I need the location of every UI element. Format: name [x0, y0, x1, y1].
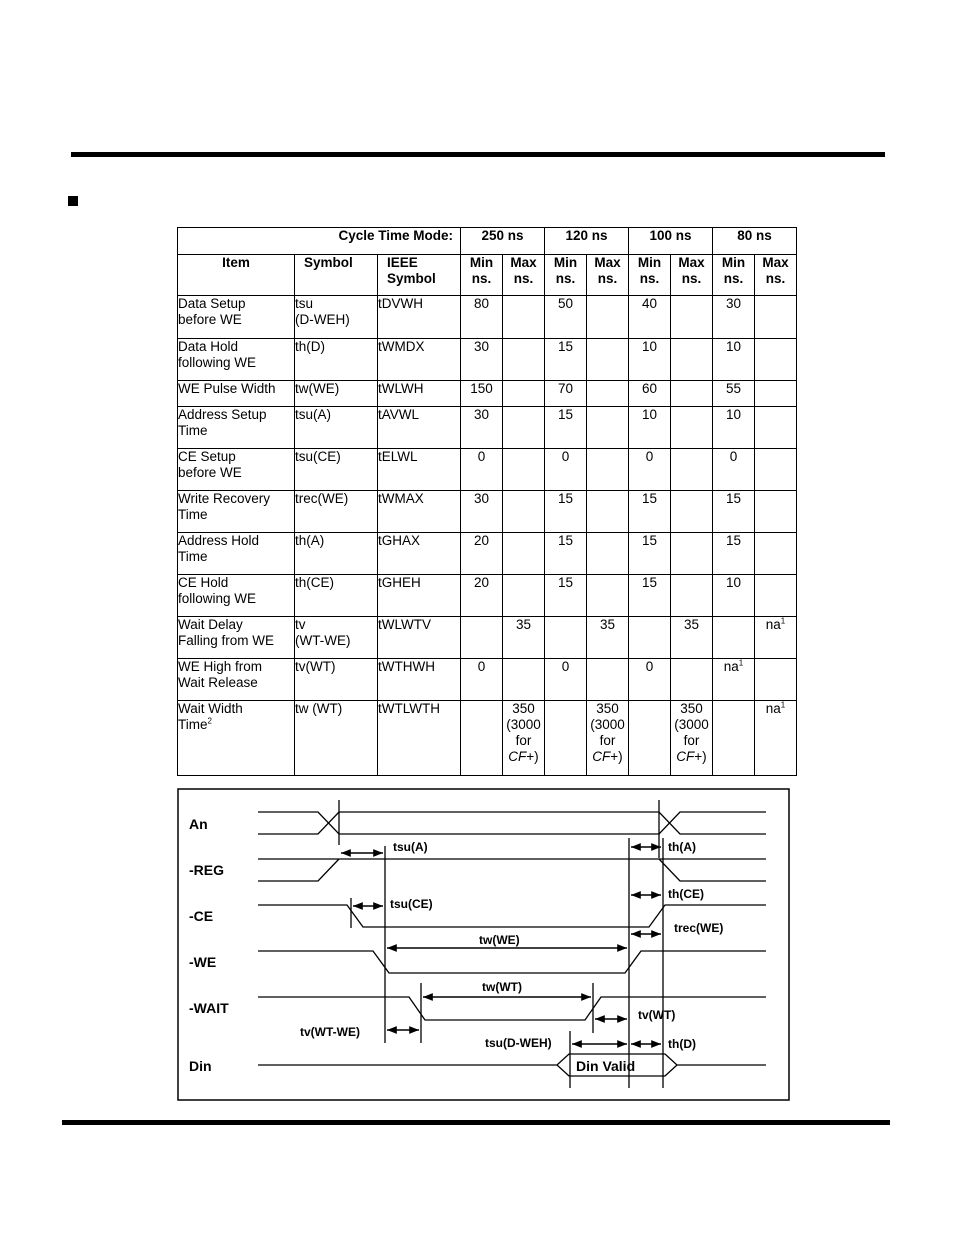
value-cell: 80 [461, 296, 503, 339]
table-row [178, 659, 797, 701]
value-cell: 15 [545, 339, 587, 381]
value-cell: 35 [587, 617, 629, 659]
max-header: Max ns. [671, 255, 713, 296]
value-cell [587, 407, 629, 449]
value-cell [503, 491, 545, 533]
value-cell: 350 (3000 for CF+) [503, 701, 545, 776]
ieee-cell: tELWL [378, 449, 461, 491]
value-cell: 15 [629, 533, 671, 575]
value-cell [755, 533, 797, 575]
waveform-reg [258, 859, 766, 881]
value-cell: 60 [629, 381, 671, 407]
item-cell: Write Recovery Time [178, 491, 295, 533]
ieee-cell: tWTLWTH [378, 701, 461, 776]
value-cell: 30 [461, 491, 503, 533]
value-cell: 30 [461, 407, 503, 449]
value-cell: $na^1$ [755, 701, 797, 776]
value-cell [587, 296, 629, 339]
item-cell: Address Hold Time [178, 533, 295, 575]
cycle-mode-row [178, 228, 797, 255]
value-cell: 15 [713, 533, 755, 575]
table-row [178, 339, 797, 381]
value-cell [755, 449, 797, 491]
table-row [178, 617, 797, 659]
label-tsu-a: tsu(A) [393, 840, 428, 854]
footer-rule [62, 1120, 890, 1125]
write-timing-diagram [177, 788, 790, 1101]
ieee-cell: tDVWH [378, 296, 461, 339]
value-cell: 0 [545, 449, 587, 491]
value-cell [671, 659, 713, 701]
symbol-cell: tsu(CE) [295, 449, 378, 491]
item-cell: Data Setup before WE [178, 296, 295, 339]
value-cell: 50 [545, 296, 587, 339]
table-row [178, 449, 797, 491]
mode-120: 120 ns [545, 228, 629, 255]
value-cell [629, 617, 671, 659]
symbol-cell: th(CE) [295, 575, 378, 617]
value-cell: 15 [629, 575, 671, 617]
item-cell: Wait Delay Falling from WE [178, 617, 295, 659]
value-cell [503, 407, 545, 449]
value-cell [503, 659, 545, 701]
value-cell [503, 296, 545, 339]
value-cell: 10 [713, 339, 755, 381]
ieee-cell: tWLWTV [378, 617, 461, 659]
symbol-cell: th(D) [295, 339, 378, 381]
value-cell: 10 [713, 575, 755, 617]
min-header: Min ns. [545, 255, 587, 296]
value-cell [503, 449, 545, 491]
min-header: Min ns. [461, 255, 503, 296]
signal-label-ce: -CE [189, 908, 214, 924]
value-cell: 15 [545, 575, 587, 617]
value-cell [671, 381, 713, 407]
ieee-cell: tGHAX [378, 533, 461, 575]
value-cell [587, 381, 629, 407]
waveform-wait [258, 997, 766, 1020]
symbol-header: Symbol [295, 255, 378, 296]
value-cell [503, 533, 545, 575]
max-header: Max ns. [503, 255, 545, 296]
min-header: Min ns. [629, 255, 671, 296]
item-cell: Data Hold following WE [178, 339, 295, 381]
value-cell: 20 [461, 575, 503, 617]
value-cell: 35 [503, 617, 545, 659]
value-cell: 70 [545, 381, 587, 407]
value-cell [461, 701, 503, 776]
value-cell [755, 491, 797, 533]
value-cell: 0 [461, 659, 503, 701]
value-cell [671, 296, 713, 339]
value-cell: 15 [545, 407, 587, 449]
value-cell: 20 [461, 533, 503, 575]
value-cell [755, 339, 797, 381]
value-cell: 40 [629, 296, 671, 339]
signal-label-reg: -REG [189, 862, 224, 878]
value-cell [755, 407, 797, 449]
value-cell [503, 575, 545, 617]
symbol-cell: trec(WE) [295, 491, 378, 533]
value-cell: 15 [713, 491, 755, 533]
mode-100: 100 ns [629, 228, 713, 255]
value-cell: 10 [629, 339, 671, 381]
value-cell [713, 701, 755, 776]
label-tw-wt: tw(WT) [482, 980, 522, 994]
value-cell [671, 533, 713, 575]
value-cell [587, 659, 629, 701]
symbol-cell: tv (WT-WE) [295, 617, 378, 659]
value-cell [587, 491, 629, 533]
table-row [178, 701, 797, 776]
min-header: Min ns. [713, 255, 755, 296]
symbol-cell: tw (WT) [295, 701, 378, 776]
value-cell: 30 [461, 339, 503, 381]
signal-label-wait: -WAIT [189, 1000, 229, 1016]
symbol-cell: tw(WE) [295, 381, 378, 407]
table-row [178, 575, 797, 617]
value-cell: 350 (3000 for CF+) [671, 701, 713, 776]
table-row [178, 533, 797, 575]
label-tsu-ce: tsu(CE) [390, 897, 433, 911]
value-cell: 0 [461, 449, 503, 491]
table-row [178, 407, 797, 449]
label-th-ce: th(CE) [668, 887, 704, 901]
value-cell: 35 [671, 617, 713, 659]
value-cell [587, 575, 629, 617]
ieee-cell: tWMDX [378, 339, 461, 381]
value-cell [671, 449, 713, 491]
value-cell [671, 575, 713, 617]
section-bullet [68, 196, 78, 206]
value-cell [629, 701, 671, 776]
value-cell: 350 (3000 for CF+) [587, 701, 629, 776]
waveform-we [258, 951, 766, 973]
label-tv-wt-we: tv(WT-WE) [300, 1025, 360, 1039]
value-cell: 0 [545, 659, 587, 701]
ieee-cell: tWTHWH [378, 659, 461, 701]
value-cell: 0 [713, 449, 755, 491]
value-cell: 55 [713, 381, 755, 407]
mode-250: 250 ns [461, 228, 545, 255]
item-header: Item [178, 255, 295, 296]
symbol-cell: tv(WT) [295, 659, 378, 701]
value-cell: 150 [461, 381, 503, 407]
write-timing-table [177, 227, 797, 776]
signal-label-din: Din [189, 1058, 212, 1074]
ieee-cell: tGHEH [378, 575, 461, 617]
ieee-cell: tAVWL [378, 407, 461, 449]
ieee-cell: tWLWH [378, 381, 461, 407]
value-cell [671, 491, 713, 533]
value-cell: $na^1$ [755, 617, 797, 659]
value-cell [713, 617, 755, 659]
label-tw-we: tw(WE) [479, 933, 520, 947]
item-cell: Address Setup Time [178, 407, 295, 449]
table-row [178, 381, 797, 407]
signal-label-an: An [189, 816, 208, 832]
value-cell: 15 [629, 491, 671, 533]
max-header: Max ns. [587, 255, 629, 296]
value-cell [503, 339, 545, 381]
value-cell [587, 449, 629, 491]
symbol-cell: th(A) [295, 533, 378, 575]
value-cell [587, 339, 629, 381]
value-cell [755, 381, 797, 407]
item-cell: WE High from Wait Release [178, 659, 295, 701]
symbol-cell: tsu (D-WEH) [295, 296, 378, 339]
header-rule [71, 152, 885, 157]
value-cell [545, 617, 587, 659]
item-cell: WE Pulse Width [178, 381, 295, 407]
value-cell [671, 407, 713, 449]
label-tsu-d-weh: tsu(D-WEH) [485, 1036, 552, 1050]
ieee-cell: tWMAX [378, 491, 461, 533]
item-cell: Wait Width Time$^2$ [178, 701, 295, 776]
value-cell: 15 [545, 533, 587, 575]
value-cell: 10 [629, 407, 671, 449]
value-cell: 0 [629, 449, 671, 491]
label-din-valid: Din Valid [576, 1058, 636, 1074]
label-tv-wt: tv(WT) [638, 1008, 676, 1022]
value-cell: 0 [629, 659, 671, 701]
waveform-an [258, 812, 766, 834]
max-header: Max ns. [755, 255, 797, 296]
value-cell [755, 296, 797, 339]
column-header-row [178, 255, 797, 296]
waveform-din [258, 1054, 766, 1076]
value-cell [671, 339, 713, 381]
value-cell [587, 533, 629, 575]
table-row [178, 296, 797, 339]
value-cell [503, 381, 545, 407]
label-th-d: th(D) [668, 1037, 696, 1051]
mode-80: 80 ns [713, 228, 797, 255]
label-th-a: th(A) [668, 840, 696, 854]
label-trec-we: trec(WE) [674, 921, 724, 935]
value-cell: 15 [545, 491, 587, 533]
table-row [178, 491, 797, 533]
value-cell: $na^1$ [713, 659, 755, 701]
value-cell: 30 [713, 296, 755, 339]
value-cell [545, 701, 587, 776]
signal-label-we: -WE [189, 954, 217, 970]
ieee-symbol-header: IEEE Symbol [378, 255, 461, 296]
cycle-mode-label: Cycle Time Mode: [178, 228, 461, 255]
value-cell [755, 659, 797, 701]
value-cell: 10 [713, 407, 755, 449]
value-cell [755, 575, 797, 617]
item-cell: CE Hold following WE [178, 575, 295, 617]
symbol-cell: tsu(A) [295, 407, 378, 449]
value-cell [461, 617, 503, 659]
item-cell: CE Setup before WE [178, 449, 295, 491]
